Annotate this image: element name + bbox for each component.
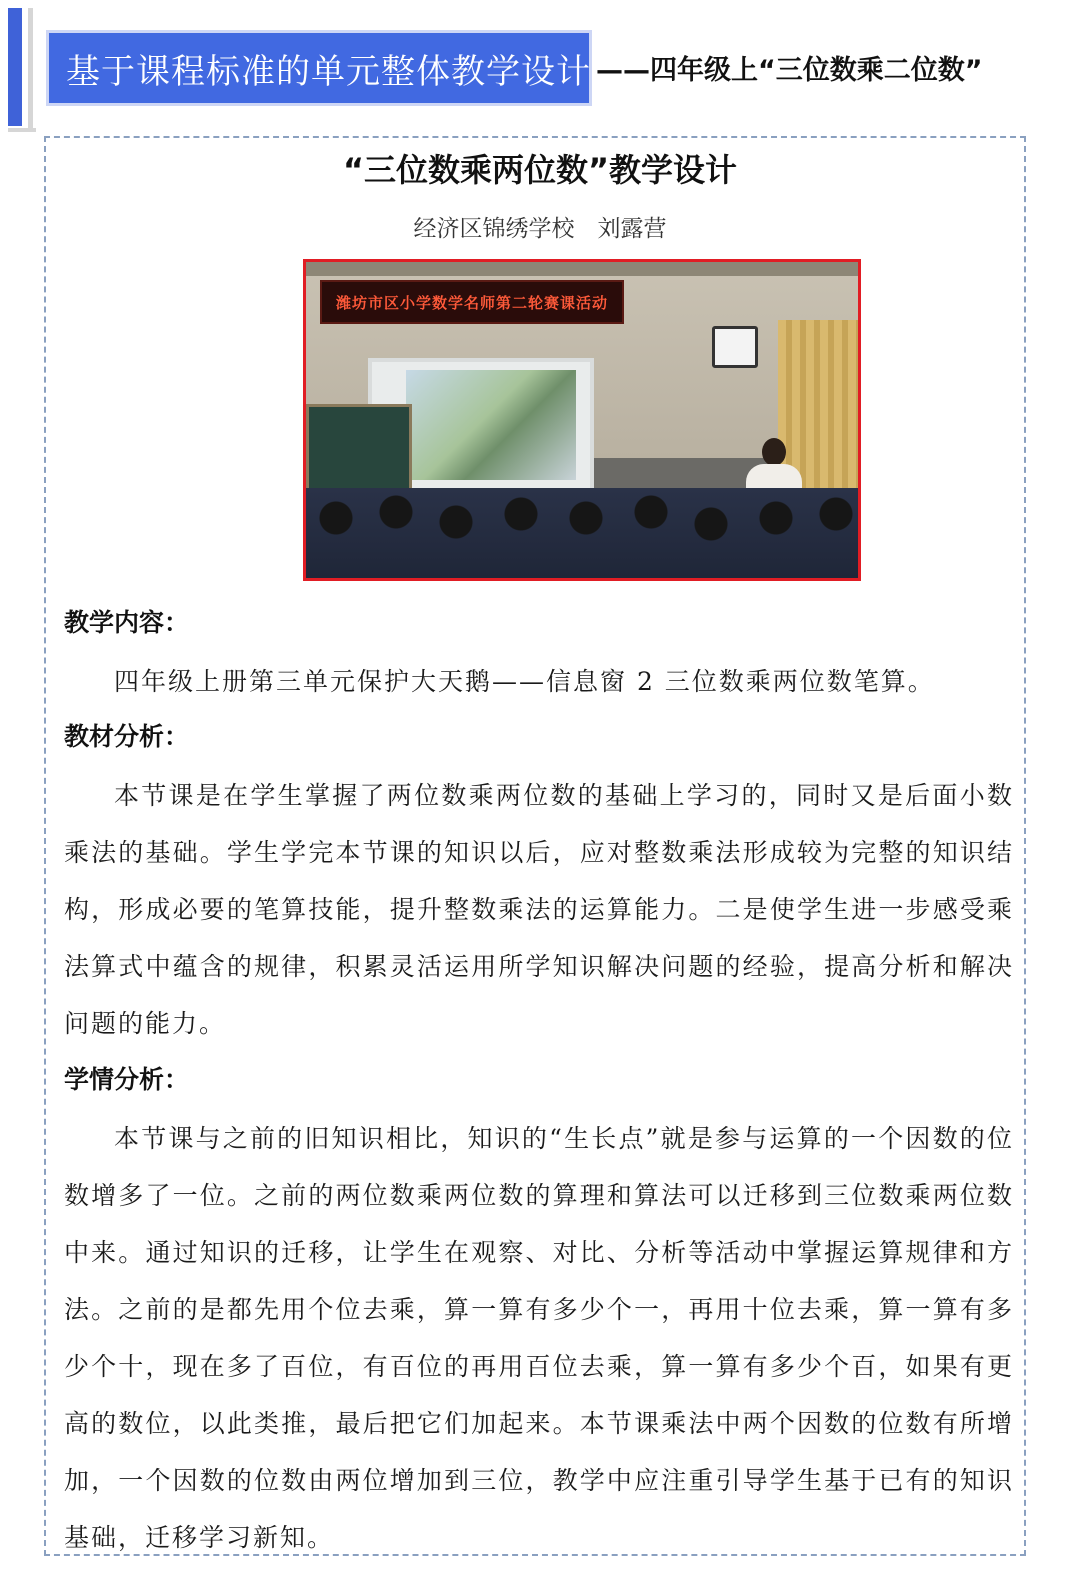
accent-bar-shadow [28,8,33,132]
banner-title: 基于课程标准的单元整体教学设计 [66,51,591,92]
document-author: 经济区锦绣学校 刘露营 [413,216,667,242]
accent-underline [8,128,36,132]
header-subtitle: ——四年级上“三位数乘二位数” [596,55,983,86]
classroom-photo [303,259,861,581]
header-banner [46,30,592,106]
section-body: 四年级上册第三单元保护大天鹅——信息窗 2 三位数乘两位数笔算。 [114,667,935,696]
section-heading: 教学内容： [64,608,190,637]
photo-ceiling [306,262,858,276]
section-teaching-content [64,603,1014,710]
photo-students [306,488,858,578]
photo-teacher-head [762,438,786,466]
section-body: 本节课是在学生掌握了两位数乘两位数的基础上学习的，同时又是后面小数乘法的基础。学生学完本节课的知识以后，应对整数乘法形成较为完整的知识结构，形成必要的笔算技能，提升整数乘法的运算能力。二是使学生进一步感受乘法算式中蕴含的规律，积累灵活运用所学知识解决问题的经验，提高分析和解决问题的能力。 [64,781,1014,1038]
section-body: 本节课与之前的旧知识相比，知识的“生长点”就是参与运算的一个因数的位数增多了一位。之前的两位数乘两位数的算理和算法可以迁移到三位数乘两位数中来。通过知识的迁移，让学生在观察、对比、分析等活动中掌握运算规律和方法。之前的是都先用个位去乘，算一算有多少个一，再用十位去乘，算一算有多少个十，现在多了百位，有百位的再用百位去乘，算一算有多少个百，如果有更高的数位，以此类推，最后把它们加起来。本节课乘法中两个因数的位数有所增加，一个因数的位数由两位增加到三位，教学中应注重引导学生基于已有的知识基础，迁移学习新知。 [64,1124,1014,1552]
section-heading: 学情分析： [64,1065,190,1094]
section-heading: 教材分析： [64,722,190,751]
clock-icon [712,326,758,368]
photo-led-banner [320,280,624,324]
accent-bar [8,8,22,126]
section-learner-analysis [64,1060,1014,1566]
photo-led-text: 潍坊市区小学数学名师第二轮赛课活动 [335,293,608,312]
document-title: “三位数乘两位数”教学设计 [342,151,738,189]
photo-screen-content [406,370,576,480]
section-textbook-analysis [64,717,1014,1052]
